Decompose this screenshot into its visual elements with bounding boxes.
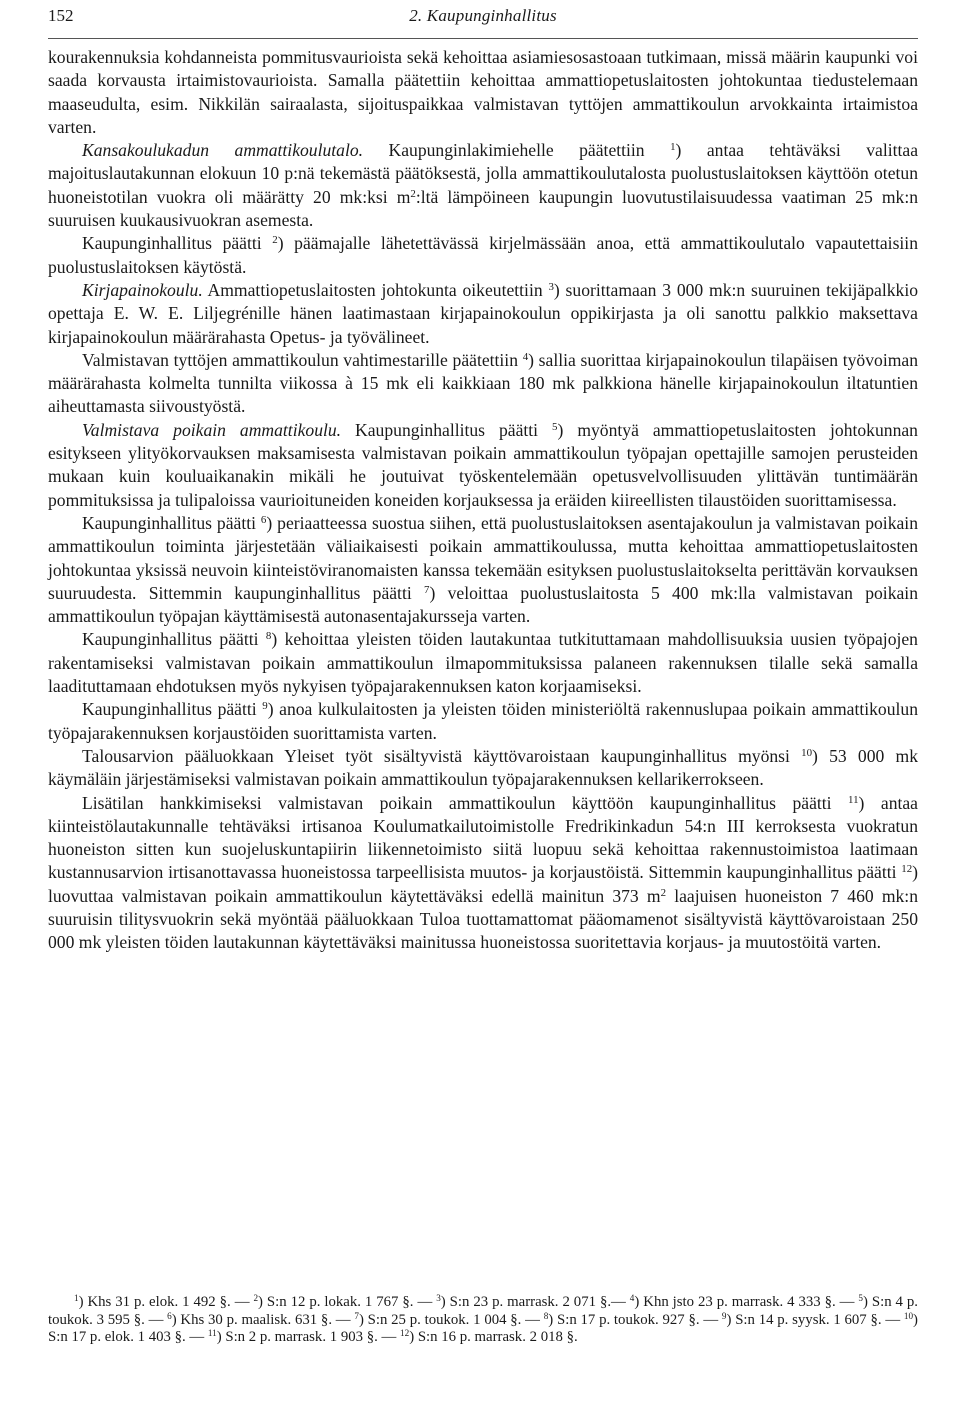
- text-run: ) S:n 17 p. elok. 1 403 §. —: [48, 1311, 918, 1346]
- footnote-ref: 2: [660, 886, 667, 899]
- footnote-ref: 2: [272, 234, 278, 247]
- section-heading: Kansakoulukadun ammattikoulutalo.: [82, 140, 364, 161]
- text-run: ) luovuttaa valmistavan poikain ammattikoulun käytettäväksi edellä mainitun 373 m: [48, 862, 918, 906]
- text-run: Valmistavan tyttöjen ammattikoulun vahtimestarille päätettiin: [82, 349, 523, 370]
- text-run: Lisätilan hankkimiseksi valmistavan poikain ammattikoulun käyttöön kaupunginhallitus päätti: [82, 792, 849, 813]
- footnote-ref: 10: [801, 746, 813, 759]
- footnote-ref: 2: [410, 187, 416, 200]
- text-run: ) S:n 16 p. marrask. 2 018 §.: [409, 1329, 578, 1346]
- footnote-ref: 12: [901, 863, 913, 876]
- paragraph: [48, 349, 918, 419]
- footnote-ref: 2: [253, 1292, 259, 1303]
- text-run: ) Khs 30 p. maalisk. 631 §. —: [171, 1311, 355, 1328]
- paragraph: [48, 628, 918, 698]
- text-run: ) periaatteessa suostua siihen, että puolustuslaitoksen asentajakoulun ja valmistavan poikain ammattikoulun toiminta järjestetään väliaikaisesti poikain ammattikoulussa, mutta kehoittaa ammattiopetuslaitosten johtokuntaa yksissä neuvoin kiinteistöviranomaisten kanssa tekemään esityksen puolustuslaitokselta perittävän korvauksen suuruudesta. Sittemmin kaupunginhallitus päätti: [48, 512, 918, 603]
- text-run: ) 53 000 mk käymäläin järjestämiseksi valmistavan poikain ammattikoulun työpajarakennuksen kellarikerrokseen.: [48, 745, 918, 790]
- footnote-ref: 9: [721, 1310, 727, 1321]
- text-run: Kaupunginhallitus päätti: [82, 233, 273, 254]
- text-run: ) veloittaa puolustuslaitosta 5 400 mk:lla valmistavan poikain ammattikoulun työpajan käyttämisestä autonasentajakursseja varten.: [48, 582, 918, 627]
- footnotes: [48, 1294, 918, 1347]
- text-run: Kaupunginhallitus päätti: [82, 629, 266, 650]
- paragraph: [48, 512, 918, 628]
- paragraph: [48, 745, 918, 792]
- text-run: ) S:n 4 p. toukok. 3 595 §. —: [48, 1294, 918, 1328]
- text-run: Kaupunginhallitus päätti: [82, 512, 261, 533]
- footnote-ref: 5: [552, 420, 558, 433]
- text-run: ) S:n 12 p. lokak. 1 767 §. —: [258, 1294, 437, 1310]
- text-run: Kaupunginlakimiehelle päätettiin: [363, 140, 671, 161]
- text-run: :ltä lämpöineen kaupungin luovutustilaisuudessa vaatiman 25 mk:n suuruisen kuukausivuokran asemesta.: [48, 186, 918, 231]
- text-run: ) S:n 2 p. marrask. 1 903 §. —: [216, 1329, 401, 1346]
- footnote-ref: 1: [670, 141, 676, 154]
- text-run: ) antaa kiinteistölautakunnalle tehtäväksi irtisanoa Koulumatkailutoimistolle Fredrikinkadun 54:n III kerroksesta vuokratun huoneiston sitten kun suojeluskuntapiirin liikennetoimisto siitä luopuu sekä kehoittaa rakennustoimistoa laatimaan kustannusarvion irtisanottavassa huoneistossa tarpeellisista muutos- ja korjaustöistä. Sittemmin kaupunginhallitus päätti: [48, 792, 918, 883]
- footnote-ref: 1: [74, 1292, 79, 1303]
- text-run: ) S:n 25 p. toukok. 1 004 §. —: [358, 1311, 544, 1328]
- paragraph: [48, 698, 918, 745]
- text-run: ) päämajalle lähetettävässä kirjelmässään anoa, että ammattikoulutalo vapautettaisiin puolustuslaitoksen käytöstä.: [48, 233, 918, 277]
- body-text: [48, 46, 918, 955]
- footnote-ref: 12: [400, 1328, 410, 1339]
- text-run: Ammattiopetuslaitosten johtokunta oikeutettiin: [202, 279, 549, 300]
- text-run: kourakennuksia kohdanneista pommitusvaurioista sekä kehoittaa asiamiesosastoaan tutkimaan, missä määrin kaupunki voi saada korvausta irtaimistovaurioista. Samalla päätettiin kehoittaa ammattiopetuslaitosten johtokuntaa tiedustelemaan maaseudulta, esim. Nikkilän sairaalasta, sijoituspaikkaa valmistavan tyttöjen ammattikoulun arvokkainta irtaimistoa varten.: [48, 47, 918, 137]
- section-paragraph: [48, 279, 918, 349]
- paragraph: [48, 232, 918, 279]
- text-run: ) S:n 14 p. syysk. 1 607 §. —: [726, 1311, 904, 1328]
- page-number: 152: [48, 6, 74, 25]
- footnote-ref: 3: [548, 280, 554, 293]
- text-run: Kaupunginhallitus päätti: [82, 699, 263, 720]
- text-run: ) Khs 31 p. elok. 1 492 §. —: [78, 1294, 254, 1310]
- footnote-ref: 6: [167, 1310, 172, 1321]
- footnote-ref: 7: [354, 1310, 359, 1321]
- text-run: ) sallia suorittaa kirjapainokoulun tilapäisen työvoiman määrärahasta kolmelta tunnilta viikossa à 15 mk eli kaikkiaan 180 mk palkkiona hänelle kirjapainokoulun iltatuntien aiheuttamasta siivoustyöstä.: [48, 349, 918, 417]
- text-run: Kaupunginhallitus päätti: [341, 419, 553, 440]
- text-run: ) Khn jsto 23 p. marrask. 4 333 §. —: [634, 1294, 859, 1310]
- text-run: laajuisen huoneiston 7 460 mk:n suuruisin tilitysvuokrin sekä myöntää pääluokkaan Tuloa tuottamattomat pääomamenot sisältyvistä käyttövaroistaan 250 000 mk yleisten töiden lautakunnan käytettäväksi mainitussa huoneistossa suoritettavia korjaus- ja muutostöitä varten.: [48, 885, 918, 953]
- text-run: ) anoa kulkulaitosten ja yleisten töiden ministeriöltä rakennuslupaa poikain ammattikoulun työpajarakennuksen korjaustöiden suorittamista varten.: [48, 699, 918, 743]
- paragraph: [48, 792, 918, 955]
- footnote-ref: 7: [424, 583, 430, 596]
- section-paragraph: [48, 139, 918, 232]
- footnote-ref: 5: [858, 1292, 863, 1303]
- text-run: ) antaa tehtäväksi valittaa majoituslautakunnan elokuun 10 p:nä tekemästä päätöksestä, jolla ammattikoulutalosta puolustuslaitoksen käyttöön otetun huoneistotilan vuokra oli määrätty 20 mk:ksi m: [48, 140, 919, 207]
- text-run: ) myöntyä ammattiopetuslaitosten johtokunnan esitykseen ylityökorvauksen maksamisesta valmistavan poikain ammattikoulun työpajan opettajille samojen perusteiden mukaan kuin kouluaikanakin mikäli he joutuivat työskentelemään opetusvelvollisuuden ylittävän tuntimäärän pommituksissa ja tulipaloissa vaurioituneiden koneiden korjauksessa ja eräiden kiireellisten tilaustöiden suorittamisessa.: [48, 419, 918, 510]
- footnote-ref: 9: [262, 700, 268, 713]
- section-heading: Valmistava poikain ammattikoulu.: [82, 419, 342, 440]
- footnote-ref: 8: [265, 630, 272, 643]
- footnote-ref: 10: [903, 1310, 914, 1321]
- text-run: ) S:n 17 p. toukok. 927 §. —: [548, 1311, 722, 1328]
- footnote-ref: 4: [522, 350, 529, 363]
- footnote-text: [48, 1294, 918, 1347]
- text-run: ) suorittamaan 3 000 mk:n suuruinen tekijäpalkkio opettaja E. W. E. Liljegrénille hänen laatimastaan kirjapainokoulun oppikirjasta ja oli sanottu palkkio maksettava kirjapainokoulun määrärahasta Opetus- ja työvälineet.: [48, 279, 919, 347]
- paragraph: [48, 46, 918, 139]
- footnote-ref: 3: [436, 1292, 441, 1303]
- section-heading: Kirjapainokoulu.: [82, 279, 203, 300]
- footnote-ref: 4: [629, 1292, 635, 1303]
- text-run: Talousarvion pääluokkaan Yleiset työt sisältyvistä käyttövaroistaan kaupunginhallitus myönsi: [82, 745, 802, 766]
- section-paragraph: [48, 419, 918, 512]
- running-title: 2. Kaupunginhallitus: [409, 6, 557, 25]
- footnote-ref: 11: [207, 1328, 217, 1339]
- footnote-ref: 8: [543, 1310, 549, 1321]
- footnote-ref: 11: [848, 793, 859, 806]
- text-run: ) S:n 23 p. marrask. 2 071 §.—: [440, 1294, 630, 1310]
- running-header: [48, 0, 918, 39]
- text-run: ) kehoittaa yleisten töiden lautakuntaa tutkituttamaan mahdollisuuksia uusien työpajojen rakentamiseksi valmistavan poikain ammattikoulun ilmapommituksissa palaneen rakennuksen tilalle sekä samalla laadituttamaan ehdotuksen myös nykyisen työpajarakennuksen katon korjaamiseksi.: [48, 629, 918, 697]
- footnote-ref: 6: [260, 513, 267, 526]
